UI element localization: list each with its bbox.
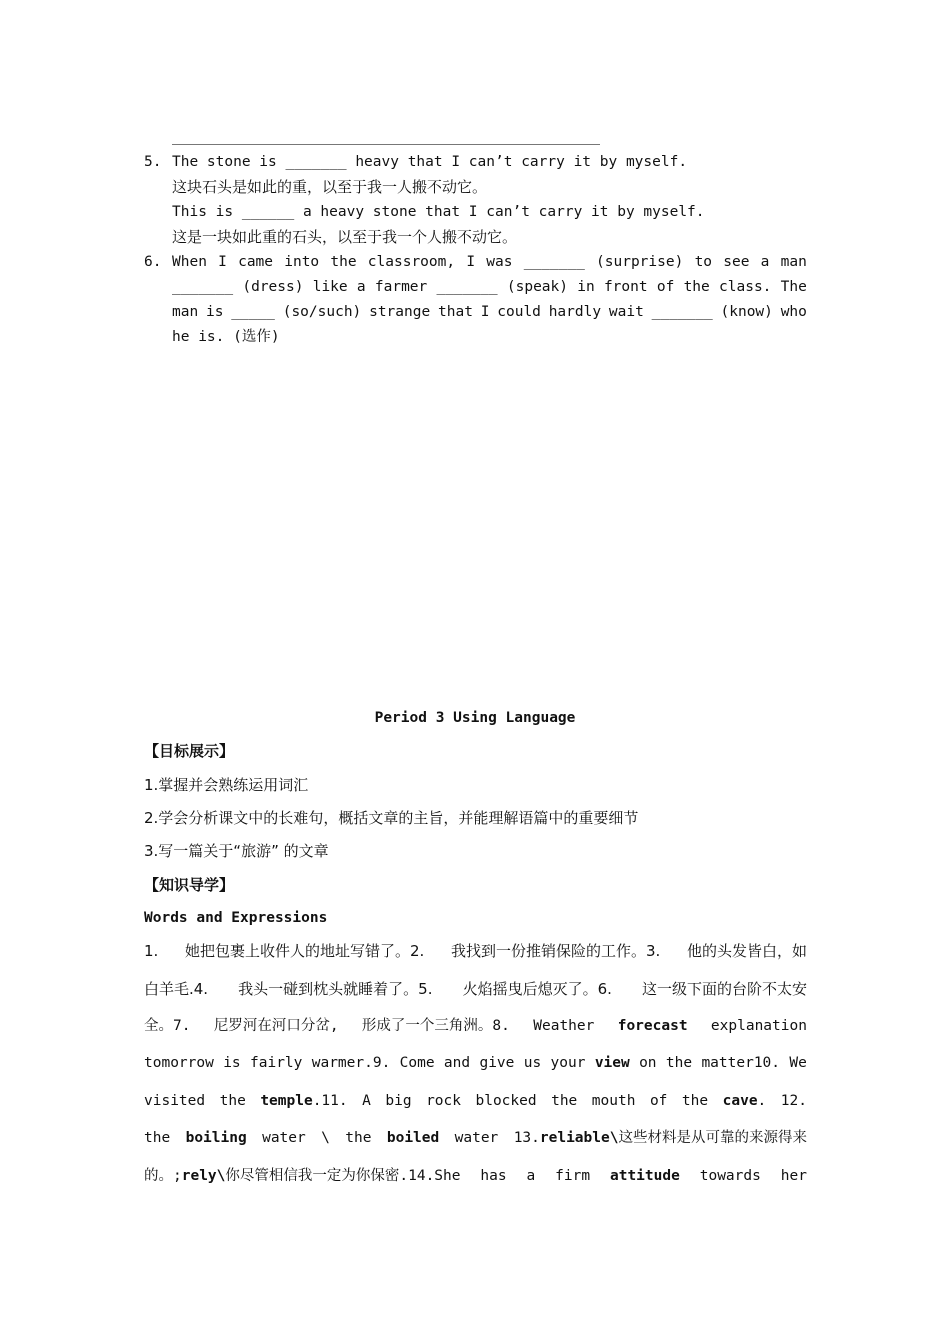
word: the xyxy=(219,1093,246,1109)
word: water xyxy=(262,1130,306,1146)
word: of xyxy=(649,1093,668,1109)
word: who xyxy=(780,304,807,320)
word: the xyxy=(683,279,710,295)
word: farmer xyxy=(374,279,428,295)
word: boiled xyxy=(386,1130,440,1146)
word: hardly xyxy=(548,304,602,320)
word: the xyxy=(345,1130,372,1146)
guide-line-3 xyxy=(144,1016,807,1036)
question-5-english-2: This is ______ a heavy stone that I can’t carry it by myself. xyxy=(172,204,705,220)
word: man xyxy=(780,254,807,270)
word: could xyxy=(497,304,541,320)
word: 白羊毛.4. xyxy=(144,980,209,998)
word: visited xyxy=(144,1093,206,1109)
word: _______ xyxy=(172,279,234,295)
word: _______ xyxy=(436,279,498,295)
word: I xyxy=(480,304,490,320)
word: 12. xyxy=(780,1093,807,1109)
word: 全。7. xyxy=(144,1018,191,1034)
word: blocked xyxy=(475,1093,537,1109)
word: _____ xyxy=(231,304,275,320)
question-6-number: 6. xyxy=(144,254,162,270)
word: water xyxy=(454,1130,499,1146)
separator-line xyxy=(172,144,600,145)
question-5-chinese-1: 这块石头是如此的重，以至于我一人搬不动它。 xyxy=(172,178,488,196)
word: (so/such) xyxy=(282,304,362,320)
word: When xyxy=(172,254,207,270)
word: 1. xyxy=(144,942,159,960)
word: 尼罗河在河口分岔, xyxy=(213,1018,339,1034)
word: on xyxy=(639,1055,657,1071)
word: firm xyxy=(555,1168,591,1184)
guide-line-6 xyxy=(144,1128,807,1148)
word: was xyxy=(486,254,513,270)
word: the xyxy=(330,254,357,270)
word: 13.reliable\这些材料是从可靠的来源得来 xyxy=(513,1130,807,1146)
word: that xyxy=(438,304,473,320)
word: view xyxy=(594,1055,630,1071)
word: forecast xyxy=(617,1018,688,1034)
word: is xyxy=(206,304,224,320)
word: give xyxy=(479,1055,515,1071)
word: I xyxy=(218,254,227,270)
word: matter10. xyxy=(701,1055,781,1071)
word: big xyxy=(385,1093,412,1109)
word: (dress) xyxy=(242,279,304,295)
word: mouth xyxy=(591,1093,636,1109)
word: man xyxy=(172,304,199,320)
word: us xyxy=(523,1055,542,1071)
word: strange xyxy=(369,304,431,320)
goal-item-3: 3.写一篇关于“旅游” 的文章 xyxy=(144,842,329,860)
word: towards xyxy=(699,1168,761,1184)
word: a xyxy=(526,1168,536,1184)
word: boiling xyxy=(185,1130,247,1146)
word: the xyxy=(144,1130,171,1146)
word: A xyxy=(362,1093,371,1109)
words-expressions-heading: Words and Expressions xyxy=(144,910,328,926)
word: class. xyxy=(719,279,772,295)
word: temple.11. xyxy=(260,1093,348,1109)
word: 我头一碰到枕头就睡着了。5. xyxy=(238,980,433,998)
word: \ xyxy=(321,1130,330,1146)
word: a xyxy=(356,279,366,295)
word: 这一级下面的台阶不太安 xyxy=(641,980,807,998)
word: of xyxy=(656,279,675,295)
word: into xyxy=(284,254,320,270)
question-6-line-1 xyxy=(172,252,807,272)
word: rock xyxy=(426,1093,461,1109)
word: classroom, xyxy=(367,254,456,270)
word: attitude xyxy=(609,1168,680,1184)
word: the xyxy=(665,1055,693,1071)
question-6-line-3 xyxy=(172,302,807,322)
word: (speak) xyxy=(506,279,568,295)
word: 的。;rely\你尽管相信我一定为你保密.14.She xyxy=(144,1168,461,1184)
guide-heading: 【知识导学】 xyxy=(144,876,235,894)
goal-item-2: 2.学会分析课文中的长难句，概括文章的主旨，并能理解语篇中的重要细节 xyxy=(144,809,639,827)
word: cave. xyxy=(722,1093,767,1109)
question-5-chinese-2: 这是一块如此重的石头，以至于我一个人搬不动它。 xyxy=(172,228,518,246)
guide-line-7 xyxy=(144,1166,807,1186)
word: has xyxy=(480,1168,507,1184)
word: a xyxy=(760,254,770,270)
guide-line-2 xyxy=(144,979,807,999)
word: We xyxy=(789,1055,807,1071)
question-6-line-4: he is. (选作) xyxy=(172,329,280,345)
period-title: Period 3 Using Language xyxy=(374,710,576,726)
word: Come xyxy=(399,1055,435,1071)
word: (know) xyxy=(720,304,773,320)
word: _______ xyxy=(523,254,585,270)
question-5-english-1: The stone is _______ heavy that I can’t carry it by myself. xyxy=(172,154,688,170)
word: 她把包裹上收件人的地址写错了。2. xyxy=(184,942,425,960)
word: I xyxy=(466,254,476,270)
word: warmer.9. xyxy=(311,1055,391,1071)
word: and xyxy=(443,1055,471,1071)
word: to xyxy=(694,254,713,270)
goals-heading: 【目标展示】 xyxy=(144,742,235,760)
question-5-number: 5. xyxy=(144,154,162,170)
word: 我找到一份推销保险的工作。3. xyxy=(450,942,661,960)
word: like xyxy=(312,279,348,295)
guide-line-4 xyxy=(144,1053,807,1073)
word: explanation xyxy=(710,1018,807,1034)
word: front xyxy=(603,279,648,295)
question-6-line-2 xyxy=(172,277,807,297)
word: came xyxy=(238,254,274,270)
word: see xyxy=(723,254,750,270)
word: wait xyxy=(608,304,644,320)
word: 他的头发皆白，如 xyxy=(686,942,807,960)
word: The xyxy=(780,279,807,295)
guide-line-5 xyxy=(144,1091,807,1111)
guide-line-1 xyxy=(144,941,807,961)
word: fairly xyxy=(250,1055,303,1071)
word: tomorrow xyxy=(144,1055,214,1071)
word: (surprise) xyxy=(596,254,684,270)
word: the xyxy=(551,1093,578,1109)
word: in xyxy=(577,279,595,295)
word: her xyxy=(780,1168,807,1184)
word: your xyxy=(550,1055,586,1071)
word: is xyxy=(223,1055,241,1071)
word: 火焰摇曳后熄灭了。6. xyxy=(462,980,612,998)
word: _______ xyxy=(651,304,713,320)
goal-item-1: 1.掌握并会熟练运用词汇 xyxy=(144,776,309,794)
word: Weather xyxy=(533,1018,595,1034)
word: the xyxy=(681,1093,709,1109)
word: 形成了一个三角洲。8. xyxy=(361,1018,510,1034)
